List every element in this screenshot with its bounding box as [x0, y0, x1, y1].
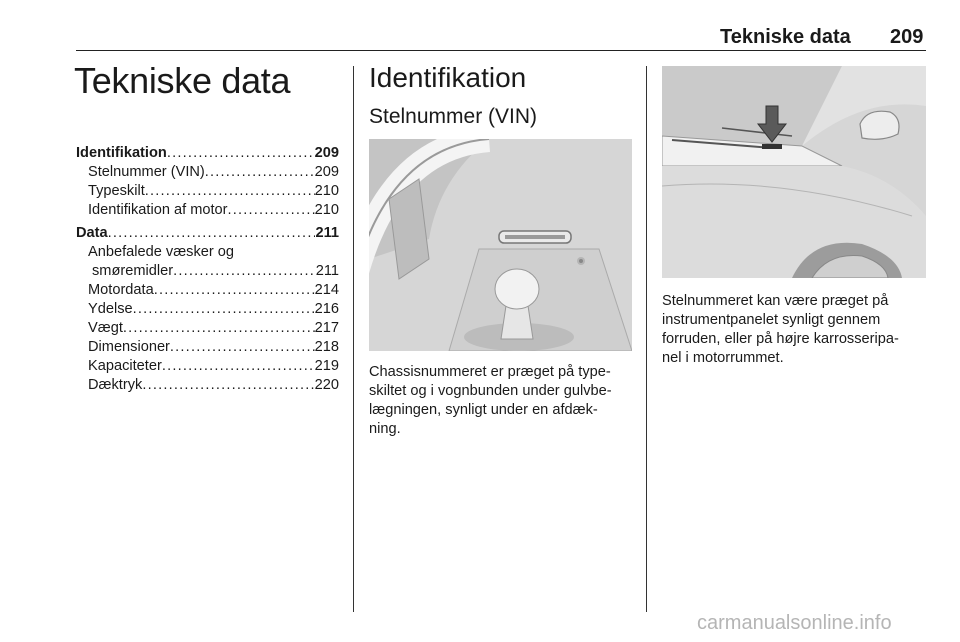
toc-entry-page: 210 [314, 183, 339, 199]
toc-entry-label: Ydelse [88, 301, 133, 317]
toc-entry[interactable] [76, 319, 339, 338]
toc-entry[interactable] [76, 281, 339, 300]
toc-entry[interactable] [76, 262, 339, 281]
toc-entry-page: 209 [314, 164, 339, 180]
caption-line: ning. [369, 421, 401, 437]
toc-leader-dots [228, 201, 315, 220]
toc-entry-label: Dæktryk [88, 377, 143, 393]
toc-entry-label: Motordata [88, 282, 154, 298]
header-page-number: 209 [890, 26, 924, 48]
toc-entry-label: Identifikation [76, 145, 167, 161]
toc-entry[interactable] [76, 144, 339, 163]
toc-entry-page: 219 [314, 358, 339, 374]
toc-entry[interactable] [76, 300, 339, 319]
caption-line: Chassisnummeret er præget på type- [369, 364, 611, 380]
toc-leader-dots [108, 224, 316, 243]
watermark: carmanualsonline.info [697, 612, 892, 634]
chapter-title: Tekniske data [74, 60, 291, 101]
vin-windshield-caption [662, 292, 932, 368]
toc-leader-dots [154, 281, 315, 300]
toc-entry-page: 214 [314, 282, 339, 298]
toc-entry-page: 216 [314, 301, 339, 317]
section-title: Identifikation [369, 62, 527, 93]
toc-entry[interactable] [76, 243, 339, 262]
toc-entry-label: smøremidler [92, 263, 174, 279]
toc-leader-dots [167, 144, 315, 163]
toc-entry-label: Identifikation af motor [88, 202, 228, 218]
header-rule [76, 50, 926, 51]
toc-entry[interactable] [76, 182, 339, 201]
vin-floor-caption [369, 363, 639, 439]
toc-leader-dots [173, 262, 316, 281]
toc-entry-label: Stelnummer (VIN) [88, 164, 205, 180]
column-divider-2 [646, 66, 647, 612]
vin-floor-illustration [369, 139, 632, 351]
toc-entry[interactable] [76, 163, 339, 182]
toc-entry-label: Dimensioner [88, 339, 170, 355]
toc-entry-label: Typeskilt [88, 183, 145, 199]
toc-entry[interactable] [76, 338, 339, 357]
caption-line: lægningen, synligt under en afdæk- [369, 402, 598, 418]
toc-entry[interactable] [76, 357, 339, 376]
toc-leader-dots [145, 182, 315, 201]
caption-line: skiltet og i vognbunden under gulvbe- [369, 383, 612, 399]
toc-entry-label: Anbefalede væsker og [88, 244, 235, 260]
toc-entry-page: 217 [314, 320, 339, 336]
header-title: Tekniske data [720, 26, 851, 48]
table-of-contents [76, 144, 339, 395]
toc-entry-page: 211 [315, 225, 339, 241]
toc-entry[interactable] [76, 376, 339, 395]
toc-entry-page: 209 [314, 145, 339, 161]
toc-entry[interactable] [76, 224, 339, 243]
caption-line: instrumentpanelet synligt gennem [662, 312, 881, 328]
caption-line: nel i motorrummet. [662, 350, 784, 366]
toc-leader-dots [162, 357, 315, 376]
vin-windshield-illustration [662, 66, 926, 278]
toc-entry-page: 210 [314, 202, 339, 218]
toc-leader-dots [142, 376, 314, 395]
caption-line: forruden, eller på højre karrosseripa- [662, 331, 899, 347]
toc-entry-page: 218 [314, 339, 339, 355]
caption-line: Stelnummeret kan være præget på [662, 293, 889, 309]
toc-leader-dots [170, 338, 315, 357]
column-divider-1 [353, 66, 354, 612]
toc-leader-dots [205, 163, 315, 182]
toc-entry-label: Vægt [88, 320, 123, 336]
toc-entry-page: 220 [314, 377, 339, 393]
toc-leader-dots [133, 300, 315, 319]
toc-entry-page: 211 [315, 263, 339, 279]
toc-entry[interactable] [76, 201, 339, 220]
toc-leader-dots [123, 319, 315, 338]
toc-entry-label: Data [76, 225, 108, 241]
toc-entry-label: Kapaciteter [88, 358, 162, 374]
subsection-title: Stelnummer (VIN) [369, 105, 538, 128]
